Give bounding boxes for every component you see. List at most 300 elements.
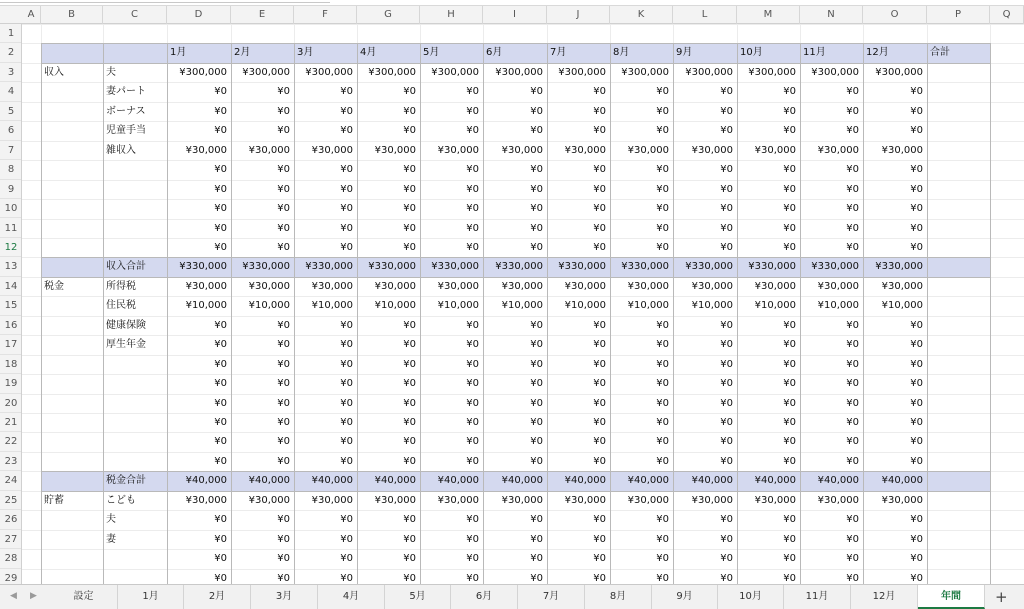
value-cell[interactable]: ¥30,000 bbox=[374, 280, 416, 292]
value-cell[interactable]: ¥40,000 bbox=[501, 475, 543, 487]
value-cell[interactable]: ¥0 bbox=[593, 553, 606, 565]
item-cell[interactable] bbox=[106, 394, 166, 413]
item-cell[interactable] bbox=[106, 238, 166, 257]
value-cell[interactable]: ¥0 bbox=[593, 533, 606, 545]
value-cell[interactable]: ¥0 bbox=[277, 164, 290, 176]
value-cell[interactable]: ¥0 bbox=[277, 436, 290, 448]
value-cell[interactable]: ¥0 bbox=[340, 417, 353, 428]
value-cell[interactable]: ¥0 bbox=[277, 572, 290, 584]
category-cell[interactable] bbox=[44, 257, 102, 276]
value-cell[interactable]: ¥330,000 bbox=[495, 261, 543, 273]
category-cell[interactable] bbox=[44, 510, 102, 529]
value-cell[interactable]: ¥0 bbox=[910, 455, 923, 467]
value-cell[interactable]: ¥0 bbox=[340, 553, 353, 565]
value-cell[interactable]: ¥330,000 bbox=[621, 261, 669, 273]
value-cell[interactable]: ¥10,000 bbox=[248, 300, 290, 312]
value-cell[interactable]: ¥0 bbox=[783, 553, 796, 565]
value-cell[interactable]: ¥0 bbox=[656, 378, 669, 390]
value-cell[interactable]: ¥0 bbox=[720, 319, 733, 331]
prev-sheet-icon[interactable]: ◀ bbox=[10, 591, 17, 601]
value-cell[interactable]: ¥0 bbox=[466, 397, 479, 409]
value-cell[interactable]: ¥30,000 bbox=[564, 494, 606, 506]
item-cell[interactable] bbox=[106, 180, 166, 199]
value-cell[interactable]: ¥30,000 bbox=[881, 494, 923, 506]
value-cell[interactable]: ¥0 bbox=[214, 241, 227, 253]
category-cell[interactable] bbox=[44, 219, 102, 238]
total-cell[interactable] bbox=[927, 277, 986, 296]
value-cell[interactable]: ¥0 bbox=[720, 455, 733, 467]
value-cell[interactable]: ¥0 bbox=[910, 203, 923, 215]
column-header-q[interactable]: Q bbox=[990, 6, 1024, 24]
value-cell[interactable]: ¥300,000 bbox=[242, 66, 290, 78]
value-cell[interactable]: ¥0 bbox=[783, 319, 796, 331]
column-header-d[interactable]: D bbox=[167, 6, 231, 24]
category-cell[interactable] bbox=[44, 355, 102, 374]
value-cell[interactable]: ¥300,000 bbox=[305, 66, 353, 78]
value-cell[interactable]: ¥0 bbox=[530, 241, 543, 253]
value-cell[interactable]: ¥0 bbox=[846, 164, 859, 176]
category-cell[interactable]: 税金 bbox=[44, 280, 64, 292]
category-cell[interactable] bbox=[44, 316, 102, 335]
value-cell[interactable]: ¥0 bbox=[910, 533, 923, 545]
value-cell[interactable]: ¥0 bbox=[783, 397, 796, 409]
column-header-p[interactable]: P bbox=[927, 6, 990, 24]
value-cell[interactable]: ¥0 bbox=[214, 125, 227, 137]
row-header-16[interactable]: 16 bbox=[0, 316, 22, 335]
item-cell[interactable]: 厚生年金 bbox=[106, 339, 146, 351]
category-cell[interactable] bbox=[44, 296, 102, 315]
column-header-l[interactable]: L bbox=[673, 6, 737, 24]
value-cell[interactable]: ¥0 bbox=[593, 397, 606, 409]
value-cell[interactable]: ¥0 bbox=[530, 553, 543, 565]
item-cell[interactable]: 住民税 bbox=[106, 300, 136, 312]
value-cell[interactable]: ¥0 bbox=[277, 105, 290, 117]
row-header-28[interactable]: 28 bbox=[0, 549, 22, 568]
value-cell[interactable]: ¥0 bbox=[783, 358, 796, 370]
value-cell[interactable]: ¥0 bbox=[656, 241, 669, 253]
value-cell[interactable]: ¥0 bbox=[656, 222, 669, 234]
value-cell[interactable]: ¥0 bbox=[910, 86, 923, 98]
add-sheet-button[interactable]: + bbox=[995, 588, 1008, 606]
value-cell[interactable]: ¥30,000 bbox=[437, 494, 479, 506]
row-header-7[interactable]: 7 bbox=[0, 141, 22, 160]
value-cell[interactable]: ¥0 bbox=[593, 105, 606, 117]
value-cell[interactable]: ¥0 bbox=[846, 397, 859, 409]
value-cell[interactable]: ¥30,000 bbox=[374, 144, 416, 156]
value-cell[interactable]: ¥0 bbox=[530, 339, 543, 351]
value-cell[interactable]: ¥0 bbox=[340, 397, 353, 409]
row-headers[interactable] bbox=[0, 24, 22, 584]
value-cell[interactable]: ¥0 bbox=[783, 572, 796, 584]
value-cell[interactable]: ¥0 bbox=[403, 339, 416, 351]
value-cell[interactable]: ¥30,000 bbox=[185, 494, 227, 506]
value-cell[interactable]: ¥0 bbox=[656, 203, 669, 215]
category-cell[interactable] bbox=[44, 180, 102, 199]
value-cell[interactable]: ¥330,000 bbox=[368, 261, 416, 273]
value-cell[interactable]: ¥0 bbox=[277, 378, 290, 390]
total-cell[interactable] bbox=[927, 452, 986, 471]
value-cell[interactable]: ¥40,000 bbox=[691, 475, 733, 487]
value-cell[interactable]: ¥0 bbox=[466, 436, 479, 448]
value-cell[interactable]: ¥0 bbox=[466, 553, 479, 565]
item-cell[interactable]: 児童手当 bbox=[106, 125, 146, 137]
column-header-f[interactable]: F bbox=[294, 6, 357, 24]
category-cell[interactable] bbox=[44, 569, 102, 584]
item-cell[interactable]: 妻 bbox=[106, 533, 116, 545]
value-cell[interactable]: ¥330,000 bbox=[242, 261, 290, 273]
value-cell[interactable]: ¥0 bbox=[656, 572, 669, 584]
value-cell[interactable]: ¥0 bbox=[656, 553, 669, 565]
category-cell[interactable] bbox=[44, 102, 102, 121]
value-cell[interactable]: ¥0 bbox=[277, 241, 290, 253]
value-cell[interactable]: ¥0 bbox=[846, 222, 859, 234]
value-cell[interactable]: ¥0 bbox=[403, 86, 416, 98]
value-cell[interactable]: ¥0 bbox=[530, 533, 543, 545]
item-cell[interactable]: 所得税 bbox=[106, 280, 136, 292]
value-cell[interactable]: ¥0 bbox=[466, 358, 479, 370]
value-cell[interactable]: ¥0 bbox=[720, 417, 733, 428]
value-cell[interactable]: ¥40,000 bbox=[564, 475, 606, 487]
value-cell[interactable]: ¥0 bbox=[910, 164, 923, 176]
value-cell[interactable]: ¥0 bbox=[530, 417, 543, 428]
value-cell[interactable]: ¥0 bbox=[403, 417, 416, 428]
value-cell[interactable]: ¥0 bbox=[466, 105, 479, 117]
value-cell[interactable]: ¥0 bbox=[277, 514, 290, 526]
value-cell[interactable]: ¥0 bbox=[530, 572, 543, 584]
value-cell[interactable]: ¥0 bbox=[340, 222, 353, 234]
value-cell[interactable]: ¥0 bbox=[720, 164, 733, 176]
value-cell[interactable]: ¥300,000 bbox=[685, 66, 733, 78]
sheet-tab-6月[interactable]: 6月 bbox=[451, 585, 518, 609]
total-cell[interactable] bbox=[927, 238, 986, 257]
sheet-tab-9月[interactable]: 9月 bbox=[652, 585, 718, 609]
value-cell[interactable]: ¥0 bbox=[214, 203, 227, 215]
value-cell[interactable]: ¥0 bbox=[403, 319, 416, 331]
value-cell[interactable]: ¥0 bbox=[910, 358, 923, 370]
total-cell[interactable] bbox=[927, 491, 986, 510]
value-cell[interactable]: ¥0 bbox=[403, 358, 416, 370]
category-cell[interactable] bbox=[44, 238, 102, 257]
value-cell[interactable]: ¥30,000 bbox=[881, 144, 923, 156]
value-cell[interactable]: ¥30,000 bbox=[501, 494, 543, 506]
sheet-tab-11月[interactable]: 11月 bbox=[784, 585, 851, 609]
value-cell[interactable]: ¥330,000 bbox=[305, 261, 353, 273]
value-cell[interactable]: ¥0 bbox=[720, 358, 733, 370]
row-header-1[interactable]: 1 bbox=[0, 24, 22, 43]
value-cell[interactable]: ¥0 bbox=[214, 514, 227, 526]
value-cell[interactable]: ¥0 bbox=[910, 241, 923, 253]
value-cell[interactable]: ¥0 bbox=[214, 358, 227, 370]
value-cell[interactable]: ¥0 bbox=[340, 86, 353, 98]
value-cell[interactable]: ¥0 bbox=[720, 514, 733, 526]
value-cell[interactable]: ¥0 bbox=[340, 378, 353, 390]
value-cell[interactable]: ¥0 bbox=[340, 125, 353, 137]
value-cell[interactable]: ¥0 bbox=[277, 397, 290, 409]
value-cell[interactable]: ¥0 bbox=[846, 378, 859, 390]
value-cell[interactable]: ¥10,000 bbox=[881, 300, 923, 312]
total-cell[interactable] bbox=[927, 569, 986, 584]
value-cell[interactable]: ¥0 bbox=[783, 339, 796, 351]
value-cell[interactable]: ¥30,000 bbox=[564, 144, 606, 156]
value-cell[interactable]: ¥40,000 bbox=[248, 475, 290, 487]
value-cell[interactable]: ¥0 bbox=[214, 86, 227, 98]
value-cell[interactable]: ¥0 bbox=[277, 183, 290, 195]
next-sheet-icon[interactable]: ▶ bbox=[30, 591, 37, 601]
value-cell[interactable]: ¥0 bbox=[403, 203, 416, 215]
total-cell[interactable] bbox=[927, 471, 986, 490]
value-cell[interactable]: ¥0 bbox=[466, 417, 479, 428]
value-cell[interactable]: ¥0 bbox=[656, 105, 669, 117]
value-cell[interactable]: ¥0 bbox=[656, 358, 669, 370]
value-cell[interactable]: ¥0 bbox=[593, 455, 606, 467]
value-cell[interactable]: ¥0 bbox=[910, 319, 923, 331]
value-cell[interactable]: ¥0 bbox=[846, 125, 859, 137]
total-cell[interactable] bbox=[927, 63, 986, 82]
value-cell[interactable]: ¥0 bbox=[656, 455, 669, 467]
value-cell[interactable]: ¥30,000 bbox=[248, 494, 290, 506]
row-header-10[interactable]: 10 bbox=[0, 199, 22, 218]
sheet-tab-10月[interactable]: 10月 bbox=[718, 585, 784, 609]
value-cell[interactable]: ¥0 bbox=[656, 183, 669, 195]
value-cell[interactable]: ¥0 bbox=[530, 203, 543, 215]
value-cell[interactable]: ¥0 bbox=[720, 339, 733, 351]
total-cell[interactable] bbox=[927, 374, 986, 393]
value-cell[interactable]: ¥0 bbox=[656, 319, 669, 331]
value-cell[interactable]: ¥0 bbox=[466, 203, 479, 215]
column-header-k[interactable]: K bbox=[610, 6, 673, 24]
worksheet-grid[interactable] bbox=[22, 24, 1024, 584]
category-cell[interactable] bbox=[44, 471, 102, 490]
total-cell[interactable] bbox=[927, 82, 986, 101]
column-header-h[interactable]: H bbox=[420, 6, 483, 24]
value-cell[interactable]: ¥0 bbox=[593, 222, 606, 234]
value-cell[interactable]: ¥30,000 bbox=[691, 494, 733, 506]
value-cell[interactable]: ¥0 bbox=[593, 358, 606, 370]
value-cell[interactable]: ¥0 bbox=[530, 397, 543, 409]
value-cell[interactable]: ¥0 bbox=[720, 553, 733, 565]
value-cell[interactable]: ¥0 bbox=[466, 86, 479, 98]
value-cell[interactable]: ¥10,000 bbox=[185, 300, 227, 312]
value-cell[interactable]: ¥330,000 bbox=[685, 261, 733, 273]
sheet-tab-3月[interactable]: 3月 bbox=[251, 585, 318, 609]
row-header-5[interactable]: 5 bbox=[0, 102, 22, 121]
value-cell[interactable]: ¥0 bbox=[656, 125, 669, 137]
value-cell[interactable]: ¥40,000 bbox=[311, 475, 353, 487]
value-cell[interactable]: ¥10,000 bbox=[311, 300, 353, 312]
value-cell[interactable]: ¥30,000 bbox=[627, 280, 669, 292]
value-cell[interactable]: ¥0 bbox=[277, 358, 290, 370]
category-cell[interactable] bbox=[44, 394, 102, 413]
total-cell[interactable] bbox=[927, 355, 986, 374]
value-cell[interactable]: ¥0 bbox=[403, 514, 416, 526]
value-cell[interactable]: ¥0 bbox=[466, 339, 479, 351]
row-header-18[interactable]: 18 bbox=[0, 355, 22, 374]
item-cell[interactable] bbox=[106, 432, 166, 451]
value-cell[interactable]: ¥0 bbox=[656, 86, 669, 98]
value-cell[interactable]: ¥0 bbox=[593, 572, 606, 584]
value-cell[interactable]: ¥0 bbox=[403, 105, 416, 117]
total-cell[interactable] bbox=[927, 257, 986, 276]
value-cell[interactable]: ¥0 bbox=[846, 358, 859, 370]
total-cell[interactable] bbox=[927, 530, 986, 549]
category-cell[interactable] bbox=[44, 530, 102, 549]
value-cell[interactable]: ¥0 bbox=[593, 436, 606, 448]
value-cell[interactable]: ¥0 bbox=[277, 319, 290, 331]
sheet-tab-年間[interactable]: 年間 bbox=[918, 585, 985, 609]
value-cell[interactable]: ¥30,000 bbox=[311, 144, 353, 156]
value-cell[interactable]: ¥0 bbox=[720, 397, 733, 409]
value-cell[interactable]: ¥0 bbox=[340, 203, 353, 215]
value-cell[interactable]: ¥0 bbox=[214, 572, 227, 584]
column-header-e[interactable]: E bbox=[231, 6, 294, 24]
row-header-25[interactable]: 25 bbox=[0, 491, 22, 510]
value-cell[interactable]: ¥10,000 bbox=[437, 300, 479, 312]
value-cell[interactable]: ¥0 bbox=[277, 203, 290, 215]
value-cell[interactable]: ¥40,000 bbox=[881, 475, 923, 487]
value-cell[interactable]: ¥0 bbox=[530, 319, 543, 331]
column-header-b[interactable]: B bbox=[41, 6, 103, 24]
value-cell[interactable]: ¥0 bbox=[530, 378, 543, 390]
value-cell[interactable]: ¥0 bbox=[214, 397, 227, 409]
value-cell[interactable]: ¥0 bbox=[846, 436, 859, 448]
value-cell[interactable]: ¥0 bbox=[846, 514, 859, 526]
value-cell[interactable]: ¥0 bbox=[783, 86, 796, 98]
value-cell[interactable]: ¥0 bbox=[277, 553, 290, 565]
row-header-27[interactable]: 27 bbox=[0, 530, 22, 549]
category-cell[interactable] bbox=[44, 335, 102, 354]
value-cell[interactable]: ¥0 bbox=[846, 86, 859, 98]
value-cell[interactable]: ¥0 bbox=[340, 514, 353, 526]
value-cell[interactable]: ¥300,000 bbox=[748, 66, 796, 78]
column-header-m[interactable]: M bbox=[737, 6, 800, 24]
category-cell[interactable] bbox=[44, 549, 102, 568]
value-cell[interactable]: ¥40,000 bbox=[374, 475, 416, 487]
value-cell[interactable]: ¥0 bbox=[530, 514, 543, 526]
value-cell[interactable]: ¥30,000 bbox=[754, 144, 796, 156]
value-cell[interactable]: ¥0 bbox=[403, 397, 416, 409]
total-cell[interactable] bbox=[927, 141, 986, 160]
value-cell[interactable]: ¥0 bbox=[720, 241, 733, 253]
value-cell[interactable]: ¥0 bbox=[530, 164, 543, 176]
value-cell[interactable]: ¥330,000 bbox=[558, 261, 606, 273]
value-cell[interactable]: ¥0 bbox=[656, 339, 669, 351]
value-cell[interactable]: ¥0 bbox=[846, 533, 859, 545]
value-cell[interactable]: ¥0 bbox=[466, 222, 479, 234]
value-cell[interactable]: ¥10,000 bbox=[564, 300, 606, 312]
item-cell[interactable]: 夫 bbox=[106, 66, 116, 78]
row-header-19[interactable]: 19 bbox=[0, 374, 22, 393]
item-cell[interactable] bbox=[106, 549, 166, 568]
value-cell[interactable]: ¥0 bbox=[593, 241, 606, 253]
value-cell[interactable]: ¥40,000 bbox=[437, 475, 479, 487]
value-cell[interactable]: ¥0 bbox=[656, 164, 669, 176]
column-header-j[interactable]: J bbox=[547, 6, 610, 24]
value-cell[interactable]: ¥30,000 bbox=[817, 280, 859, 292]
value-cell[interactable]: ¥0 bbox=[846, 417, 859, 428]
value-cell[interactable]: ¥30,000 bbox=[627, 144, 669, 156]
value-cell[interactable]: ¥30,000 bbox=[311, 280, 353, 292]
value-cell[interactable]: ¥0 bbox=[783, 222, 796, 234]
row-header-14[interactable]: 14 bbox=[0, 277, 22, 296]
item-cell[interactable] bbox=[106, 452, 166, 471]
value-cell[interactable]: ¥300,000 bbox=[368, 66, 416, 78]
value-cell[interactable]: ¥0 bbox=[466, 514, 479, 526]
value-cell[interactable]: ¥0 bbox=[277, 222, 290, 234]
value-cell[interactable]: ¥0 bbox=[910, 417, 923, 428]
total-cell[interactable] bbox=[927, 316, 986, 335]
value-cell[interactable]: ¥0 bbox=[720, 572, 733, 584]
value-cell[interactable]: ¥40,000 bbox=[817, 475, 859, 487]
value-cell[interactable]: ¥0 bbox=[214, 455, 227, 467]
value-cell[interactable]: ¥0 bbox=[340, 241, 353, 253]
value-cell[interactable]: ¥0 bbox=[593, 514, 606, 526]
value-cell[interactable]: ¥0 bbox=[910, 378, 923, 390]
value-cell[interactable]: ¥0 bbox=[783, 455, 796, 467]
category-cell[interactable] bbox=[44, 432, 102, 451]
value-cell[interactable]: ¥0 bbox=[910, 553, 923, 565]
value-cell[interactable]: ¥0 bbox=[846, 241, 859, 253]
value-cell[interactable]: ¥0 bbox=[466, 164, 479, 176]
value-cell[interactable]: ¥0 bbox=[530, 455, 543, 467]
value-cell[interactable]: ¥0 bbox=[783, 203, 796, 215]
value-cell[interactable]: ¥0 bbox=[910, 339, 923, 351]
row-header-17[interactable]: 17 bbox=[0, 335, 22, 354]
value-cell[interactable]: ¥30,000 bbox=[501, 144, 543, 156]
category-cell[interactable] bbox=[44, 374, 102, 393]
total-cell[interactable] bbox=[927, 394, 986, 413]
sheet-tab-5月[interactable]: 5月 bbox=[385, 585, 451, 609]
item-cell[interactable]: 税金合計 bbox=[106, 475, 146, 487]
value-cell[interactable]: ¥0 bbox=[783, 164, 796, 176]
value-cell[interactable]: ¥0 bbox=[403, 455, 416, 467]
column-headers[interactable] bbox=[0, 6, 1024, 24]
row-header-3[interactable]: 3 bbox=[0, 63, 22, 82]
value-cell[interactable]: ¥40,000 bbox=[185, 475, 227, 487]
value-cell[interactable]: ¥0 bbox=[910, 183, 923, 195]
value-cell[interactable]: ¥330,000 bbox=[748, 261, 796, 273]
value-cell[interactable]: ¥0 bbox=[340, 339, 353, 351]
row-header-26[interactable]: 26 bbox=[0, 510, 22, 529]
value-cell[interactable]: ¥0 bbox=[403, 572, 416, 584]
row-header-12[interactable]: 12 bbox=[0, 238, 22, 257]
total-cell[interactable] bbox=[927, 160, 986, 179]
value-cell[interactable]: ¥0 bbox=[530, 222, 543, 234]
value-cell[interactable]: ¥0 bbox=[846, 319, 859, 331]
value-cell[interactable]: ¥30,000 bbox=[817, 494, 859, 506]
item-cell[interactable] bbox=[106, 160, 166, 179]
value-cell[interactable]: ¥0 bbox=[277, 86, 290, 98]
value-cell[interactable]: ¥0 bbox=[593, 86, 606, 98]
value-cell[interactable]: ¥0 bbox=[403, 553, 416, 565]
column-header-i[interactable]: I bbox=[483, 6, 547, 24]
value-cell[interactable]: ¥0 bbox=[403, 533, 416, 545]
sheet-tab-12月[interactable]: 12月 bbox=[851, 585, 918, 609]
value-cell[interactable]: ¥0 bbox=[910, 514, 923, 526]
value-cell[interactable]: ¥0 bbox=[466, 241, 479, 253]
value-cell[interactable]: ¥0 bbox=[214, 533, 227, 545]
value-cell[interactable]: ¥0 bbox=[720, 378, 733, 390]
value-cell[interactable]: ¥30,000 bbox=[754, 280, 796, 292]
value-cell[interactable]: ¥330,000 bbox=[811, 261, 859, 273]
value-cell[interactable]: ¥0 bbox=[720, 203, 733, 215]
value-cell[interactable]: ¥0 bbox=[214, 553, 227, 565]
item-cell[interactable] bbox=[106, 374, 166, 393]
value-cell[interactable]: ¥0 bbox=[340, 105, 353, 117]
value-cell[interactable]: ¥10,000 bbox=[817, 300, 859, 312]
value-cell[interactable]: ¥30,000 bbox=[881, 280, 923, 292]
value-cell[interactable]: ¥10,000 bbox=[627, 300, 669, 312]
value-cell[interactable]: ¥0 bbox=[214, 339, 227, 351]
